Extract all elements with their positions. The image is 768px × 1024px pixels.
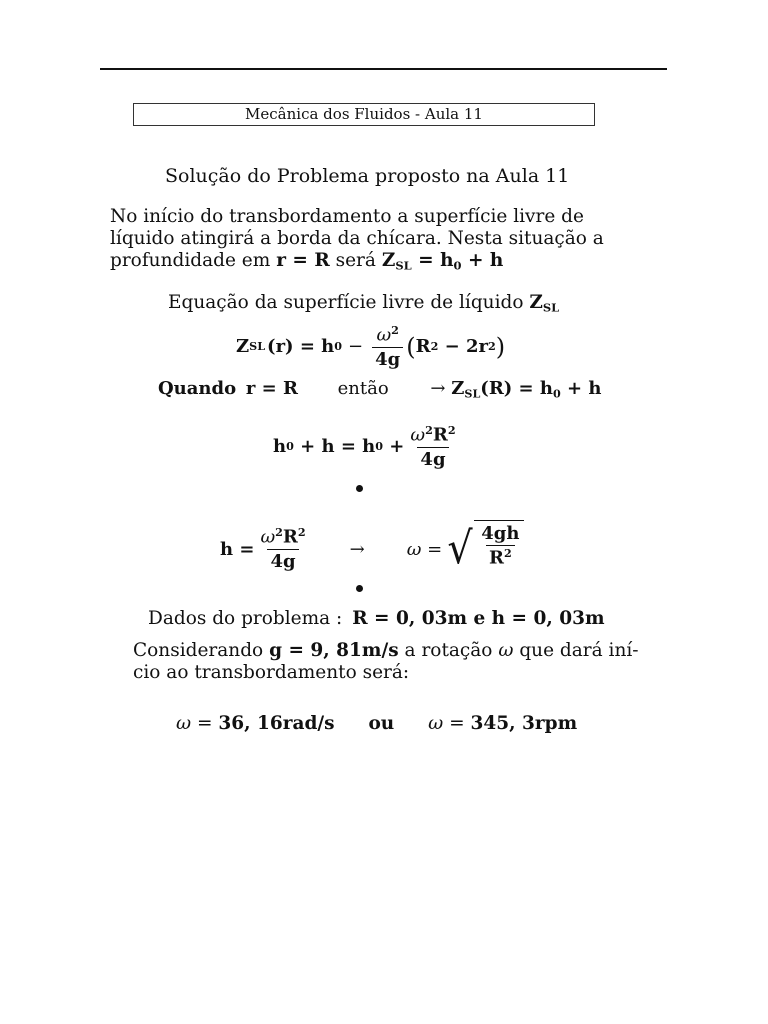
quando-z: Z (451, 378, 465, 399)
surface-eq-title-text: Equação da superfície livre de líquido (168, 292, 524, 313)
considerando-line-1 (133, 640, 639, 662)
eq3-R: R (282, 526, 298, 548)
intro-line-2 (110, 228, 604, 250)
quando-expr (451, 378, 601, 399)
considerando-g: g = 9, 81m/s (269, 640, 399, 661)
eq1-omega-sup: 2 (391, 324, 399, 337)
eq2-plus: + (383, 436, 405, 458)
intro-zsl-expr (382, 250, 504, 271)
quando-label: Quando (158, 378, 237, 399)
result-omega-2: ω = (428, 713, 465, 734)
intro-h0-sub: 0 (453, 258, 462, 273)
surface-z: Z (529, 292, 543, 313)
top-rule (100, 68, 667, 70)
eq1-z-sub: SL (249, 340, 266, 354)
dados-values: R = 0, 03m e h = 0, 03m (352, 608, 605, 629)
quando-tail: + h (560, 378, 602, 399)
dados-label: Dados do problema : (148, 608, 343, 629)
eq1-paren-open: ( (406, 332, 416, 361)
eq2-fraction (407, 424, 458, 470)
eq2-mid: + h = h (293, 436, 376, 458)
quando-entao: então (337, 378, 389, 399)
considerando-line-2-text: cio ao transbordamento será: (133, 662, 410, 683)
considerando-a: Considerando (133, 640, 264, 661)
intro-line-1 (110, 206, 584, 228)
bullet-2 (356, 585, 363, 592)
eq3-arrow: → (349, 538, 365, 560)
eq2-omega: ω (410, 424, 426, 446)
eq3-sqrt-num: 4gh (481, 523, 520, 544)
eq1-arg: (r) = h (267, 336, 335, 358)
header-title: Mecânica dos Fluidos - Aula 11 (245, 105, 483, 123)
surface-z-sub: SL (542, 300, 560, 315)
eq2-frac-num (407, 424, 458, 447)
result-ou: ou (368, 713, 395, 734)
eq3-sqrt (446, 520, 524, 578)
surface-eq-title-z (529, 292, 559, 313)
quando-rest: (R) = h (480, 378, 553, 399)
sqrt-icon: √ (447, 523, 473, 574)
eq3-omega-sup: 2 (275, 526, 283, 540)
eq2-h0-sub: 0 (375, 440, 384, 454)
eq1-r-sup: 2 (487, 340, 496, 354)
header-box (133, 103, 595, 126)
intro-sera: será (335, 250, 376, 271)
eq3-omega: ω (260, 526, 276, 548)
equation-zsl (236, 324, 505, 370)
eq1-R-sup: 2 (430, 340, 439, 354)
considerando-line-2 (133, 662, 409, 684)
intro-tail: + h (467, 250, 504, 271)
intro-line-2-text: líquido atingirá a borda da chícara. Nesta situação a (110, 228, 604, 249)
eq3-sqrt-den (486, 545, 515, 569)
eq3-sqrt-R-sup: 2 (503, 547, 512, 560)
eq3-sqrt-R: R (488, 547, 504, 569)
considerando-b: a rotação (404, 640, 493, 661)
intro-eq: = h (418, 250, 454, 271)
bullet-1 (356, 485, 363, 492)
intro-z-sub: SL (395, 258, 412, 273)
intro-r-equals-r: r = R (276, 250, 330, 271)
quando-z-sub: SL (464, 387, 481, 401)
eq3-omega-eq: ω = (406, 538, 443, 560)
considerando-omega: ω (498, 640, 514, 661)
result-omega-1: ω = (176, 713, 213, 734)
dados-line (148, 608, 605, 629)
eq1-omega: ω (376, 324, 392, 346)
section-heading-text: Solução do Problema proposto na Aula 11 (165, 165, 570, 187)
section-heading (165, 165, 569, 187)
eq2-R: R (432, 424, 448, 446)
result-line (176, 713, 577, 734)
eq3-sqrt-frac (478, 523, 522, 569)
eq3-fraction (257, 526, 308, 572)
eq1-h-sub: 0 (334, 340, 343, 354)
eq3-lhs: h = (220, 538, 255, 560)
eq3-frac-num (257, 526, 308, 549)
eq1-R: R (415, 336, 431, 358)
eq1-mid: − 2r (438, 336, 488, 358)
result-value-rpm: 345, 3rpm (470, 713, 578, 734)
intro-line-3-text: profundidade em (110, 250, 271, 271)
result-value-rad: 36, 16rad/s (218, 713, 335, 734)
eq1-z: Z (236, 336, 250, 358)
eq1-minus: − (348, 336, 364, 358)
eq2-frac-den: 4g (417, 447, 448, 470)
intro-line-3 (110, 250, 503, 276)
eq2-R-sup: 2 (447, 424, 456, 437)
intro-z: Z (381, 250, 396, 271)
intro-line-1-text: No início do transbordamento a superfície livre de (110, 206, 584, 227)
considerando-c: que dará iní- (519, 640, 639, 661)
eq3-frac-den: 4g (267, 549, 298, 572)
quando-line (158, 378, 601, 400)
eq1-fraction (372, 324, 403, 370)
eq2-h-sub: 0 (286, 440, 294, 454)
eq1-paren-close: ) (495, 332, 506, 361)
quando-arrow: → (430, 378, 446, 399)
equation-h-omega (220, 520, 524, 578)
equation-h0-plus-h (273, 424, 462, 470)
quando-h-sub: 0 (553, 387, 561, 401)
eq2-omega-sup: 2 (425, 424, 433, 437)
eq3-R-sup: 2 (297, 526, 306, 540)
eq1-frac-den: 4g (372, 347, 403, 370)
surface-eq-title (168, 292, 559, 314)
quando-cond: r = R (245, 378, 298, 399)
eq2-h: h (273, 436, 287, 458)
eq1-frac-num (373, 324, 401, 347)
eq3-sqrt-body (474, 520, 524, 578)
